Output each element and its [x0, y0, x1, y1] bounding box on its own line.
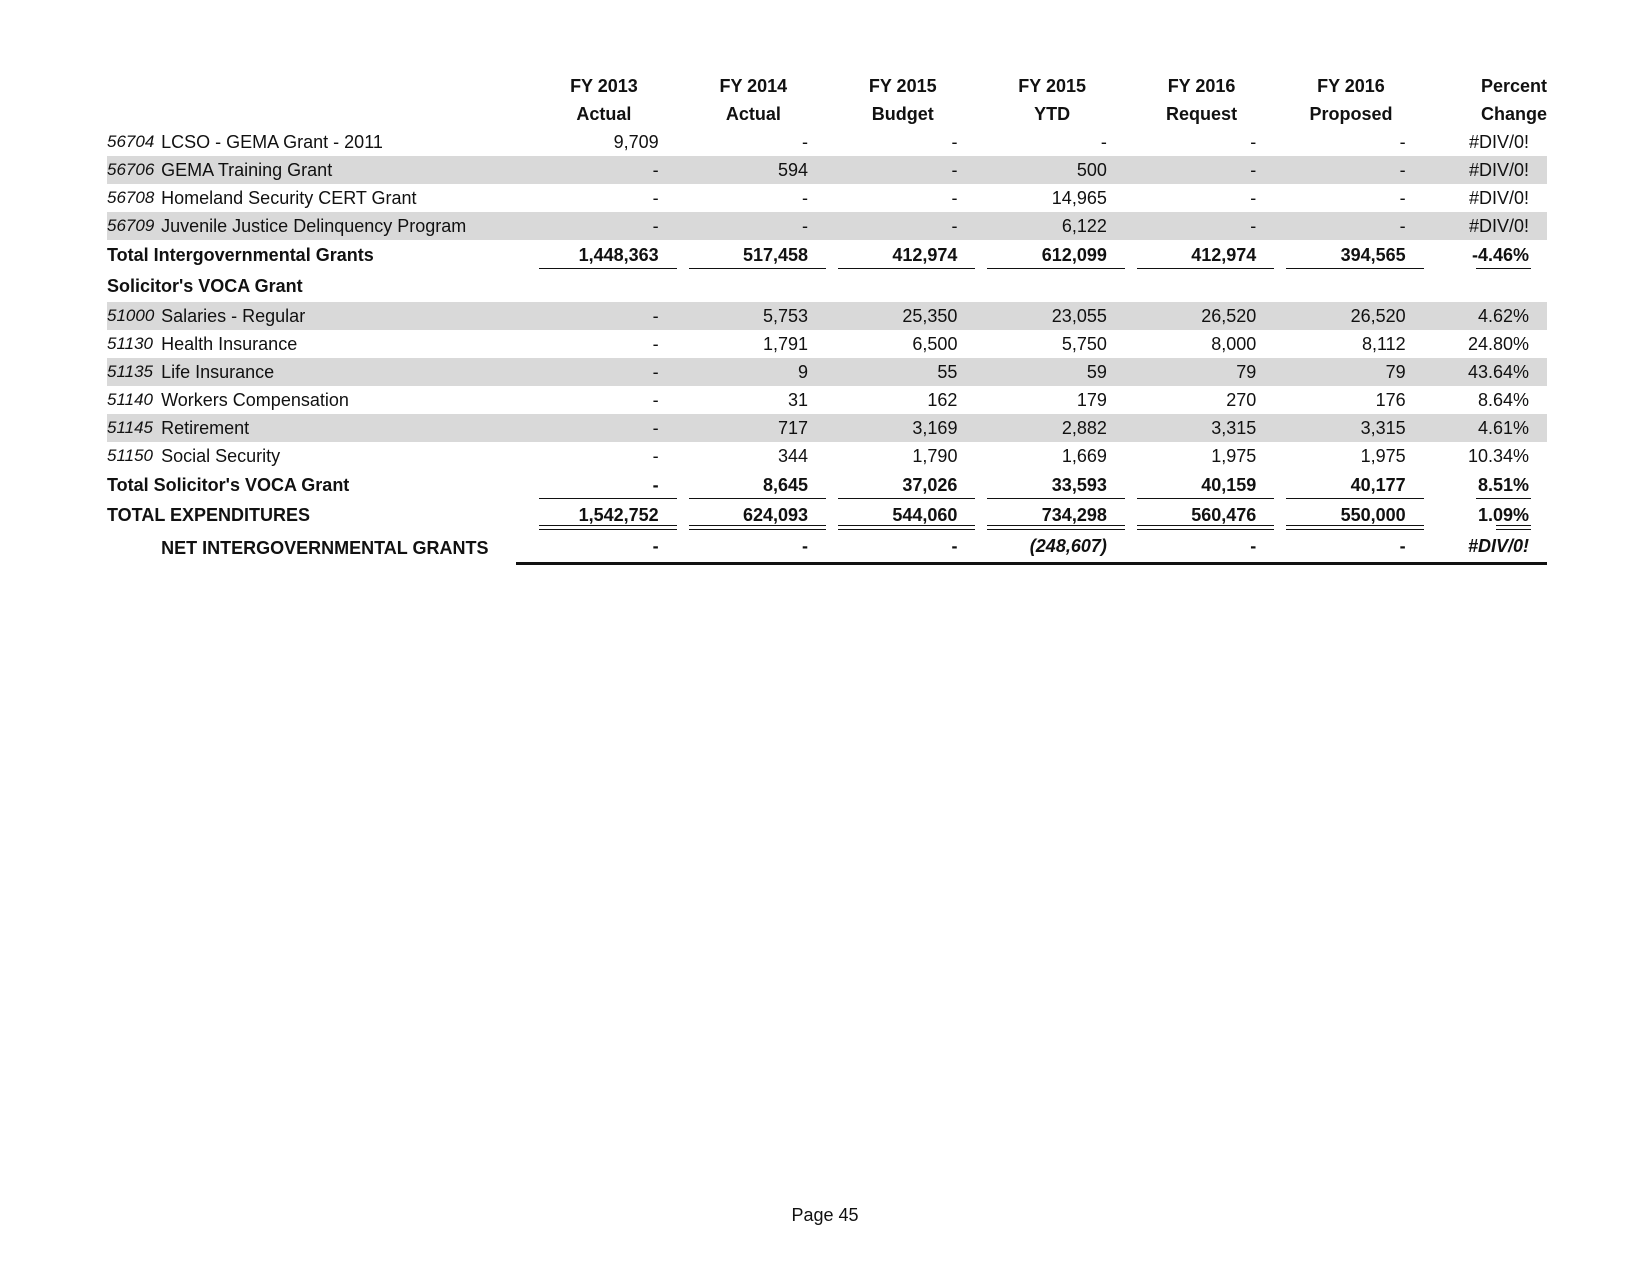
- table-cell: 26,520: [1127, 302, 1276, 330]
- spacer: [516, 386, 529, 414]
- total-cell: 734,298: [977, 500, 1126, 530]
- table-cell: 8,112: [1361, 334, 1406, 354]
- table-cell: 25,350: [828, 302, 977, 330]
- account-description: LCSO - GEMA Grant - 2011: [161, 132, 383, 152]
- table-row: [107, 128, 1547, 156]
- col-header: Actual: [725, 104, 781, 124]
- table-cell: -: [1250, 188, 1257, 208]
- table-cell: -: [529, 358, 678, 386]
- account-code: 51000: [107, 302, 161, 330]
- account-description: GEMA Training Grant: [161, 156, 516, 184]
- table-cell: 31: [788, 390, 809, 410]
- table-cell: 3,169: [828, 414, 977, 442]
- spacer: [107, 530, 161, 565]
- spacer: [516, 302, 529, 330]
- table-cell: 176: [1375, 390, 1406, 410]
- col-header: Budget: [871, 104, 934, 124]
- net-cell: -: [1127, 530, 1276, 565]
- total-cell: 517,458: [679, 240, 828, 270]
- total-cell: 624,093: [679, 500, 828, 530]
- account-description: Health Insurance: [161, 334, 298, 354]
- net-cell: -: [679, 530, 828, 565]
- table-cell: 43.64%: [1426, 358, 1547, 386]
- account-description: Life Insurance: [161, 358, 516, 386]
- col-header: Proposed: [1309, 104, 1393, 124]
- table-cell: 162: [927, 390, 958, 410]
- col-header: YTD: [1034, 104, 1071, 124]
- table-cell: #DIV/0!: [1468, 132, 1529, 152]
- net-row: [107, 530, 1547, 565]
- total-label: TOTAL EXPENDITURES: [107, 505, 311, 525]
- net-cell: -: [529, 530, 678, 565]
- total-intergovernmental-grants-row: [107, 240, 1547, 270]
- account-code: 56709: [107, 212, 161, 240]
- col-header: FY 2013: [570, 76, 638, 96]
- col-header: FY 2015: [1018, 76, 1087, 96]
- total-cell: 33,593: [977, 470, 1126, 500]
- net-cell: (248,607): [977, 530, 1126, 565]
- account-description: Retirement: [161, 414, 516, 442]
- budget-table: [107, 72, 1547, 565]
- table-cell: -: [828, 212, 977, 240]
- total-cell: 1,542,752: [529, 500, 678, 530]
- table-cell: -: [1127, 156, 1276, 184]
- col-header: Change: [1480, 104, 1547, 124]
- table-cell: -: [1399, 188, 1406, 208]
- total-cell: 412,974: [828, 240, 977, 270]
- table-cell: 3,315: [1276, 414, 1425, 442]
- total-cell: 1,448,363: [529, 240, 678, 270]
- total-cell: 1.09%: [1426, 500, 1547, 530]
- spacer: [516, 212, 529, 240]
- table-cell: #DIV/0!: [1426, 212, 1547, 240]
- table-cell: 6,122: [977, 212, 1126, 240]
- table-cell: 9: [679, 358, 828, 386]
- account-code: 51130: [107, 334, 154, 353]
- account-code: 51150: [107, 446, 154, 465]
- col-header: FY 2014: [719, 76, 788, 96]
- table-cell: -: [529, 212, 678, 240]
- spacer: [516, 330, 529, 358]
- table-cell: 10.34%: [1467, 446, 1529, 466]
- account-description: Salaries - Regular: [161, 302, 516, 330]
- table-cell: 24.80%: [1467, 334, 1529, 354]
- total-cell: 394,565: [1276, 240, 1425, 270]
- table-cell: 2,882: [977, 414, 1126, 442]
- account-code: 56708: [107, 188, 155, 207]
- table-cell: 79: [1276, 358, 1425, 386]
- spacer: [516, 358, 529, 386]
- col-header: Percent: [1480, 76, 1547, 96]
- table-cell: 5,750: [1061, 334, 1107, 354]
- table-cell: 594: [679, 156, 828, 184]
- col-header: Actual: [576, 104, 632, 124]
- table-cell: -: [679, 212, 828, 240]
- table-cell: 59: [977, 358, 1126, 386]
- account-code: 51140: [107, 390, 154, 409]
- account-description: Workers Compensation: [161, 390, 349, 410]
- total-cell: 37,026: [828, 470, 977, 500]
- table-cell: -: [1276, 212, 1425, 240]
- table-cell: 79: [1127, 358, 1276, 386]
- table-cell: -: [1250, 132, 1257, 152]
- header-row-1: [107, 72, 1547, 100]
- total-cell: 8.51%: [1426, 470, 1547, 500]
- total-cell: 560,476: [1127, 500, 1276, 530]
- table-cell: 1,669: [1061, 446, 1107, 466]
- table-cell: 5,753: [679, 302, 828, 330]
- table-cell: 4.61%: [1426, 414, 1547, 442]
- table-cell: 1,975: [1211, 446, 1257, 466]
- total-cell: 40,159: [1127, 470, 1276, 500]
- total-cell: -4.46%: [1426, 240, 1547, 270]
- table-cell: #DIV/0!: [1468, 188, 1529, 208]
- table-cell: 6,500: [912, 334, 958, 354]
- total-cell: 8,645: [679, 470, 828, 500]
- table-cell: -: [828, 156, 977, 184]
- net-cell: -: [1276, 530, 1425, 565]
- account-description: Juvenile Justice Delinquency Program: [161, 212, 516, 240]
- net-cell: -: [828, 530, 977, 565]
- table-cell: -: [951, 132, 958, 152]
- spacer: [516, 184, 529, 212]
- table-row: [107, 156, 1547, 184]
- table-cell: -: [529, 156, 678, 184]
- table-cell: -: [529, 302, 678, 330]
- total-label: Total Solicitor's VOCA Grant: [107, 475, 350, 495]
- table-cell: 14,965: [1051, 188, 1107, 208]
- table-row: [107, 386, 1547, 414]
- table-cell: 344: [778, 446, 809, 466]
- account-code: 51145: [107, 414, 161, 442]
- spacer: [516, 414, 529, 442]
- account-code: 56706: [107, 156, 161, 184]
- section-header-row: [107, 270, 1547, 302]
- table-cell: 717: [679, 414, 828, 442]
- table-cell: 55: [828, 358, 977, 386]
- table-cell: -: [529, 414, 678, 442]
- table-cell: 1,975: [1360, 446, 1406, 466]
- table-row: [107, 414, 1547, 442]
- table-row: [107, 212, 1547, 240]
- section-title: Solicitor's VOCA Grant: [107, 276, 303, 296]
- total-cell: 40,177: [1276, 470, 1425, 500]
- total-expenditures-row: [107, 500, 1547, 530]
- table-cell: 9,709: [613, 132, 659, 152]
- col-header: FY 2016: [1317, 76, 1385, 96]
- table-cell: -: [652, 334, 659, 354]
- col-header: Request: [1166, 104, 1238, 124]
- table-cell: 23,055: [977, 302, 1126, 330]
- table-row: [107, 330, 1547, 358]
- table-cell: -: [951, 188, 958, 208]
- net-cell: #DIV/0!: [1426, 530, 1547, 565]
- table-cell: 270: [1226, 390, 1257, 410]
- table-cell: 8.64%: [1477, 390, 1529, 410]
- spacer: [516, 530, 529, 565]
- spacer: [516, 128, 529, 156]
- total-cell: 544,060: [828, 500, 977, 530]
- col-header: FY 2015: [868, 76, 937, 96]
- table-cell: #DIV/0!: [1426, 156, 1547, 184]
- table-cell: -: [802, 132, 809, 152]
- account-description: Homeland Security CERT Grant: [161, 188, 417, 208]
- col-header: FY 2016: [1167, 76, 1236, 96]
- total-cell: 550,000: [1276, 500, 1425, 530]
- table-cell: 8,000: [1211, 334, 1257, 354]
- table-row: [107, 358, 1547, 386]
- table-row: [107, 302, 1547, 330]
- table-cell: -: [1276, 156, 1425, 184]
- spacer: [516, 156, 529, 184]
- table-cell: -: [802, 188, 809, 208]
- total-label: Total Intergovernmental Grants: [107, 245, 374, 265]
- table-cell: 26,520: [1276, 302, 1425, 330]
- table-cell: 500: [977, 156, 1126, 184]
- total-voca-row: [107, 470, 1547, 500]
- account-code: 56704: [107, 132, 155, 151]
- total-cell: -: [529, 470, 678, 500]
- table-cell: -: [652, 188, 659, 208]
- table-row: [107, 442, 1547, 470]
- account-code: 51135: [107, 358, 161, 386]
- table-cell: -: [652, 390, 659, 410]
- table-cell: -: [1399, 132, 1406, 152]
- table-cell: 179: [1076, 390, 1107, 410]
- table-cell: 1,791: [763, 334, 809, 354]
- table-cell: 1,790: [912, 446, 958, 466]
- table-row: [107, 184, 1547, 212]
- total-cell: 612,099: [977, 240, 1126, 270]
- net-label: NET INTERGOVERNMENTAL GRANTS: [161, 537, 489, 558]
- account-description: Social Security: [161, 446, 281, 466]
- table-cell: -: [1100, 132, 1107, 152]
- total-cell: 412,974: [1127, 240, 1276, 270]
- table-cell: 3,315: [1127, 414, 1276, 442]
- header-row-2: [107, 100, 1547, 128]
- page-number: Page 45: [791, 1205, 859, 1225]
- table-cell: 4.62%: [1426, 302, 1547, 330]
- table-cell: -: [652, 446, 659, 466]
- spacer: [516, 442, 529, 470]
- table-cell: -: [1127, 212, 1276, 240]
